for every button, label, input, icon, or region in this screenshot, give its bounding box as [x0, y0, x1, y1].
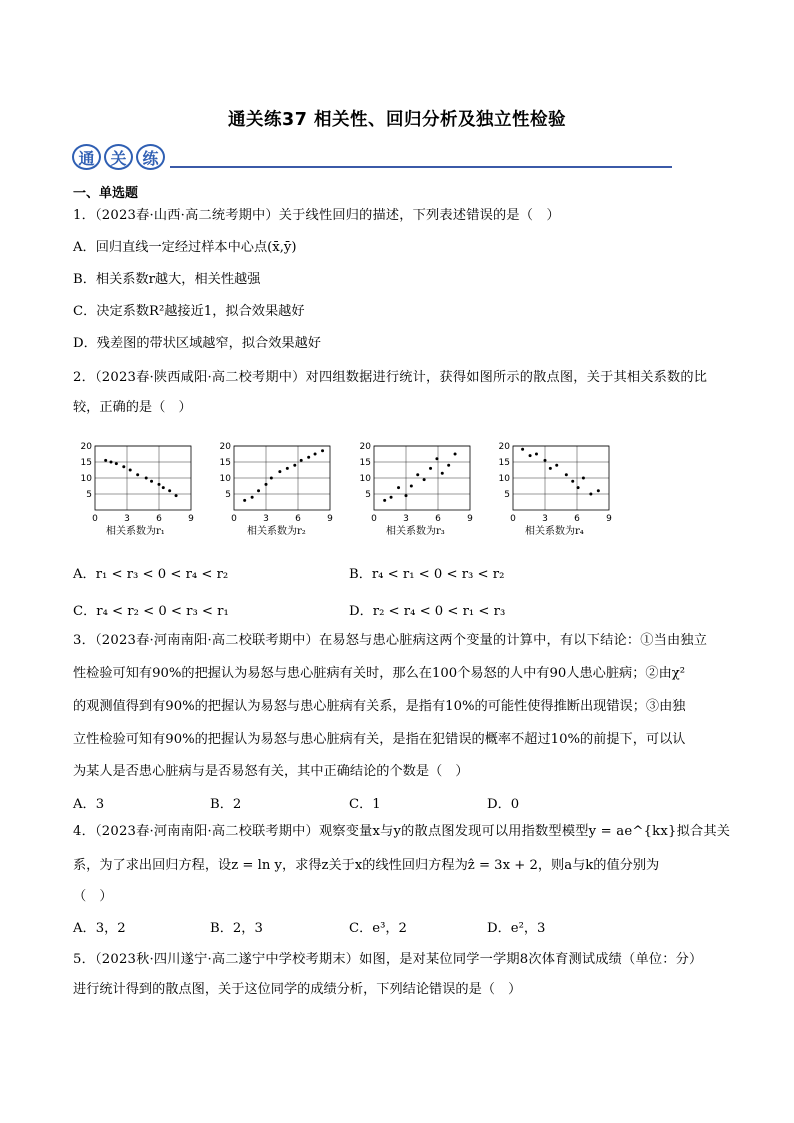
- q2-stem-line2: 较，正确的是（ ）: [73, 400, 192, 415]
- data-point: [383, 499, 386, 502]
- data-point: [278, 470, 281, 473]
- data-point: [529, 454, 532, 457]
- data-point: [257, 489, 260, 492]
- banner-rule: [170, 166, 672, 168]
- data-point: [104, 459, 107, 462]
- data-point: [549, 467, 552, 470]
- x-tick-label: 0: [510, 514, 516, 524]
- data-point: [390, 496, 393, 499]
- y-tick-label: 20: [359, 442, 371, 452]
- data-point: [307, 456, 310, 459]
- banner-badge-3: 练: [136, 144, 165, 170]
- y-tick-label: 20: [219, 442, 231, 452]
- section-heading: 一、单选题: [73, 186, 139, 201]
- q3-option-c: C．1: [349, 797, 381, 812]
- x-tick-label: 6: [574, 514, 580, 524]
- data-point: [544, 459, 547, 462]
- x-tick-label: 0: [371, 514, 377, 524]
- data-point: [447, 464, 450, 467]
- q4-option-a: A．3，2: [73, 921, 126, 936]
- x-tick-label: 9: [327, 514, 333, 524]
- data-point: [129, 469, 132, 472]
- x-tick-label: 9: [606, 514, 612, 524]
- q4-option-b: B．2，3: [210, 921, 263, 936]
- x-tick-label: 6: [295, 514, 301, 524]
- data-point: [293, 464, 296, 467]
- q3-option-b: B．2: [210, 797, 242, 812]
- q3-option-d: D．0: [487, 797, 520, 812]
- q2-stem-line1: 2．（2023春·陕西咸阳·高二校考期中）对四组数据进行统计，获得如图所示的散点图，关于其相关系数的比: [73, 370, 708, 385]
- y-tick-label: 5: [365, 490, 371, 500]
- x-tick-label: 3: [403, 514, 409, 524]
- data-point: [454, 453, 457, 456]
- q3-line4: 立性检验可知有90%的把握认为易怒与患心脏病有关，是指在犯错误的概率不超过10%的前提下，可以认: [73, 732, 686, 747]
- y-tick-label: 15: [359, 458, 371, 468]
- x-tick-label: 9: [188, 514, 194, 524]
- data-point: [577, 486, 580, 489]
- q4-line1: 4．（2023春·河南南阳·高二校联考期中）观察变量x与y的散点图发现可以用指数型模型y = ae^{kx}拟合其关: [73, 824, 731, 839]
- page-title: 通关练37 相关性、回归分析及独立性检验: [228, 110, 566, 130]
- data-point: [589, 493, 592, 496]
- data-point: [150, 480, 153, 483]
- q3-option-a: A．3: [73, 797, 105, 812]
- q3-line2: 性检验可知有90%的把握认为易怒与患心脏病有关时，那么在100个易怒的人中有90人患心脏病；②由χ²: [73, 666, 686, 681]
- data-point: [110, 461, 113, 464]
- q4-option-d: D．e²，3: [487, 921, 546, 936]
- data-point: [321, 449, 324, 452]
- y-tick-label: 15: [219, 458, 231, 468]
- data-point: [168, 489, 171, 492]
- scatter-caption-1: 相关系数为r₁: [106, 526, 165, 537]
- y-tick-label: 5: [504, 490, 510, 500]
- scatter-caption-2: 相关系数为r₂: [247, 526, 306, 537]
- data-point: [270, 477, 273, 480]
- data-point: [243, 499, 246, 502]
- q3-line3: 的观测值得到有90%的把握认为易怒与患心脏病有关系，是指有10%的可能性使得推断出现错误；③由独: [73, 699, 686, 714]
- q1-option-b: B．相关系数r越大，相关性越强: [73, 272, 261, 287]
- q3-line1: 3．（2023春·河南南阳·高二校联考期中）在易怒与患心脏病这两个变量的计算中，有以下结论：①当由独立: [73, 633, 708, 648]
- q4-option-c: C．e³，2: [349, 921, 407, 936]
- data-point: [175, 494, 178, 497]
- q3-line5: 为某人是否患心脏病与是否易怒有关，其中正确结论的个数是（ ）: [73, 764, 469, 779]
- data-point: [265, 483, 268, 486]
- y-tick-label: 20: [498, 442, 510, 452]
- data-point: [582, 477, 585, 480]
- data-point: [251, 496, 254, 499]
- data-point: [410, 485, 413, 488]
- x-tick-label: 3: [124, 514, 130, 524]
- scatter-caption-3: 相关系数为r₃: [386, 526, 445, 537]
- y-tick-label: 10: [219, 474, 231, 484]
- x-tick-label: 3: [263, 514, 269, 524]
- y-tick-label: 15: [498, 458, 510, 468]
- data-point: [300, 459, 303, 462]
- data-point: [314, 453, 317, 456]
- data-point: [115, 462, 118, 465]
- data-point: [597, 489, 600, 492]
- banner-badge-1: 通: [72, 144, 101, 170]
- y-tick-label: 10: [80, 474, 92, 484]
- q5-line2: 进行统计得到的散点图，关于这位同学的成绩分析，下列结论错误的是（ ）: [73, 982, 522, 997]
- scatter-caption-4: 相关系数为r₄: [525, 526, 584, 537]
- y-tick-label: 5: [86, 490, 92, 500]
- data-point: [521, 448, 524, 451]
- q2-option-d: D．r₂ < r₄ < 0 < r₁ < r₃: [349, 604, 506, 619]
- x-tick-label: 6: [156, 514, 162, 524]
- y-tick-label: 20: [80, 442, 92, 452]
- data-point: [429, 467, 432, 470]
- y-tick-label: 15: [80, 458, 92, 468]
- q1-option-c: C．决定系数R²越接近1，拟合效果越好: [73, 304, 305, 319]
- data-point: [565, 473, 568, 476]
- q1-option-d: D．残差图的带状区域越窄，拟合效果越好: [73, 336, 321, 351]
- data-point: [555, 464, 558, 467]
- data-point: [158, 483, 161, 486]
- q4-line3: （ ）: [73, 889, 113, 904]
- data-point: [416, 473, 419, 476]
- data-point: [397, 486, 400, 489]
- data-point: [435, 457, 438, 460]
- q2-option-c: C．r₄ < r₂ < 0 < r₃ < r₁: [73, 604, 229, 619]
- q1-stem: 1．（2023春·山西·高二统考期中）关于线性回归的描述，下列表述错误的是（ ）: [73, 208, 560, 223]
- y-tick-label: 10: [359, 474, 371, 484]
- q1-option-a: A．回归直线一定经过样本中心点(x̄,ȳ): [73, 240, 297, 255]
- data-point: [571, 480, 574, 483]
- x-tick-label: 9: [467, 514, 473, 524]
- section-banner: [72, 142, 676, 174]
- q5-line1: 5．（2023秋·四川遂宁·高二遂宁中学校考期末）如图，是对某位同学一学期8次体育测试成绩（单位：分）: [73, 952, 703, 967]
- data-point: [162, 486, 165, 489]
- data-point: [286, 467, 289, 470]
- data-point: [441, 472, 444, 475]
- data-point: [405, 494, 408, 497]
- q2-option-a: A．r₁ < r₃ < 0 < r₄ < r₂: [73, 567, 229, 582]
- banner-badge-2: 关: [104, 144, 133, 170]
- x-tick-label: 0: [231, 514, 237, 524]
- data-point: [136, 473, 139, 476]
- y-tick-label: 5: [225, 490, 231, 500]
- y-tick-label: 10: [498, 474, 510, 484]
- data-point: [122, 465, 125, 468]
- x-tick-label: 0: [92, 514, 98, 524]
- q2-option-b: B．r₄ < r₁ < 0 < r₃ < r₂: [349, 567, 505, 582]
- x-tick-label: 3: [542, 514, 548, 524]
- x-tick-label: 6: [435, 514, 441, 524]
- q4-line2: 系，为了求出回归方程，设z = ln y，求得z关于x的线性回归方程为ẑ = 3x + 2，则a与k的值分别为: [73, 858, 660, 873]
- data-point: [145, 477, 148, 480]
- data-point: [535, 453, 538, 456]
- data-point: [423, 478, 426, 481]
